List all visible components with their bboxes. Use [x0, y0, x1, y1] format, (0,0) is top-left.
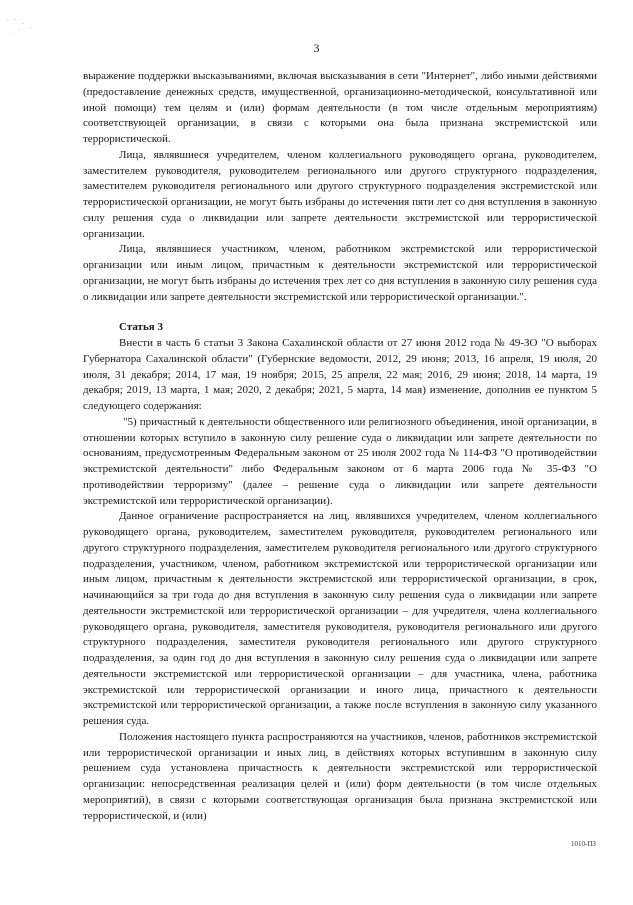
- document-code: 1010-ПЗ: [571, 840, 596, 848]
- article-heading: Статья 3: [119, 321, 163, 334]
- paragraph-provisions-apply: Положения настоящего пункта распространяются на участников, членов, работников экстремистской или террористической организации и иных лиц, в действиях которых вступившим в законную силу решением суда установлена причастность к деятельности экстремистской или террористической организации: непосредственная реализация целей и (или) форм деятельности (в том числе отдельных мероприятий), в связи с которыми соответствующая организация была признана экстремистской или террористической, и (или): [83, 730, 597, 822]
- paragraph-restriction-scope: Данное ограничение распространяется на лиц, являвшихся учредителем, членом коллегиального руководящего органа, руководителем, заместителем руководителя, руководителем регионального или другого структурного подразделения, заместителем руководителя регионального или другого структурного подразделения, участником, членом, работником экстремистской или террористической организации или иным лицом, причастным к деятельности экстремистской или террористической организации, в срок, начинающийся за три года до дня вступления в законную силу решения суда о ликвидации или запрете деятельности экстремистской или террористической организации – для учредителя, члена коллегиального руководящего органа, руководителя, заместителя руководителя, руководителя регионального или другого структурного подразделения, заместителя руководителя регионального или другого структурного подразделения, за один год до дня вступления в законную силу решения суда о ликвидации или запрете деятельности экстремистской или террористической организации – для участника, члена, работника экстремистской или террористической организации и иного лица, причастного к деятельности экстремистской или террористической организации, а также после вступления в законную силу указанного решения суда.: [83, 510, 597, 727]
- paragraph-members-restriction: Лица, являвшиеся участником, членом, работником экстремистской или террористической организации или иным лицом, причастным к деятельности экстремистской или террористической организации, не могут быть избраны до истечения трех лет со дня вступления в законную силу решения суда о ликвидации или запрете деятельности экстремистской или террористической организации.".: [83, 243, 597, 303]
- scan-artifact-marks: ˙ ` . ˌ · `: [6, 18, 34, 34]
- spacer: [83, 305, 597, 320]
- article-intro-paragraph: Внести в часть 6 статьи 3 Закона Сахалинской области от 27 июня 2012 года № 49-ЗО "О выборах Губернатора Сахалинской области" (Губернские ведомости, 2012, 29 июня; 2013, 16 апреля, 19 июля, 20 июля, 31 декабря; 2014, 17 мая, 19 ноября; 2015, 25 апреля, 22 мая; 2016, 29 июня; 2018, 14 марта, 19 декабря; 2019, 13 марта, 1 мая; 2020, 2 декабря; 2021, 5 марта, 14 мая) изменение, дополнив ее пунктом 5 следующего содержания:: [83, 337, 597, 412]
- document-body: [83, 69, 597, 824]
- quoted-item-5: "5) причастный к деятельности общественного или религиозного объединения, иной организации, в отношении которых вступило в законную силу решение суда о ликвидации или запрете деятельности по основаниям, предусмотренным Федеральным законом от 25 июля 2002 года № 114-ФЗ "О противодействии экстремистской деятельности" либо Федеральным законом от 6 марта 2006 года № 35-ФЗ "О противодействии терроризму" (далее – решение суда о ликвидации или запрете деятельности экстремистской или террористической организации).: [83, 415, 597, 507]
- paragraph-continuation: выражение поддержки высказываниями, включая высказывания в сети "Интернет", либо иными действиями (предоставление денежных средств, имущественной, организационно-методической, консультативной или иной помощи) тем целям и (или) формам деятельности (в том числе отдельным мероприятиям) соответствующей организации, в связи с которыми она была признана экстремистской или террористической.: [83, 70, 597, 145]
- page-number: 3: [313, 41, 320, 55]
- paragraph-founders-restriction: Лица, являвшиеся учредителем, членом коллегиального руководящего органа, руководителем, заместителем руководителя, руководителем регионального или другого структурного подразделения, заместителем руководителя регионального или другого структурного подразделения экстремистской или террористической организации, не могут быть избраны до истечения пяти лет со дня вступления в законную силу решения суда о ликвидации или запрете деятельности экстремистской или террористической организации.: [83, 148, 597, 240]
